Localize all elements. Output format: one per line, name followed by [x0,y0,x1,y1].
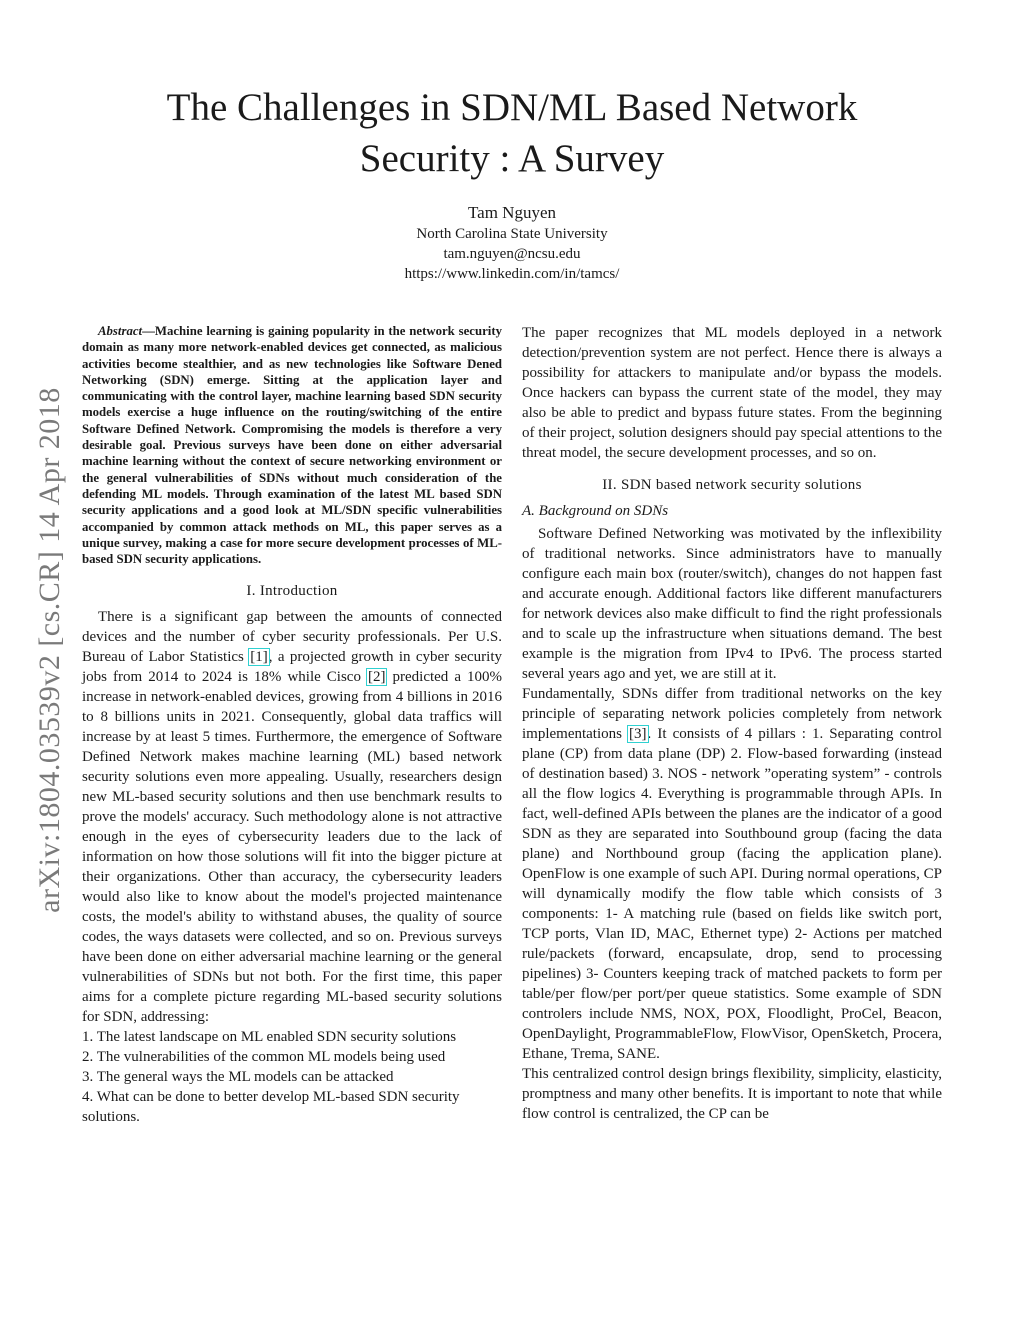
list-item: 1. The latest landscape on ML enabled SDN security solutions [82,1029,457,1046]
intro-text-a: There is a significant gap between the amounts of connected devices and the number of cyber security professionals. Per U.S. Bureau of Labor Statistics [82,609,502,666]
author-email: tam.nguyen@ncsu.edu [443,246,581,262]
citation-link-3[interactable]: [3] [629,726,647,742]
abstract [82,323,502,567]
title-line-2: Security : A Survey [359,137,665,180]
abstract-text: —Machine learning is gaining popularity in the network security domain as many more network-enabled devices get connected, as malicious activities become stealthier, and as new technologies like Software Dened Networking (SDN) emerge. Sitting at the application layer and communicating with the control layer, machine learning based SDN security models exercise a huge influence on the routing/switching of the entire Software Defined Network. Compromising the models is therefore a very desirable goal. Previous surveys have been done on either adversarial machine learning without the context of secure networking environment or the general vulnerabilities of SDNs without much consideration of the defending ML models. Through examination of the latest ML based SDN security applications and a good look at ML/SDN specific vulnerabilities accompanied by common attack methods on ML, this paper serves as a unique survey, making a case for more secure development processes of ML-based SDN security applications. [82,324,502,567]
intro-text-b: , a projected growth in cyber security jobs from 2014 to 2024 is 18% while Cisco [82,649,503,686]
intro-paragraph [82,607,502,1027]
background-paragraph-3: This centralized control design brings flexibility, simplicity, elasticity, promptness and many other benefits. It is important to note that while flow control is centralized, the CP can be [522,1066,942,1122]
author-block [0,202,1024,284]
section-heading-sdn: II. SDN based network security solutions [602,477,862,493]
background-text-b: . It consists of 4 pillars : 1. Separating control plane (CP) from data plane (DP) 2. Flow-based forwarding (instead of destination based) 3. NOS - network ”operating system” - controls all the flow logics 4. Everything is programmable through APIs. In fact, well-defined APIs between the planes are the indicator of a good SDN as they are separated into Southbound group (facing the data plane) and Northbound group (facing the application plane). OpenFlow is one example of such API. During normal operations, CP will dynamically modify the flow table which consists of 3 components: 1- A matching rule (based on fields like switch port, TCP ports, Vlan ID, MAC, Ethernet type) 2- Actions per matched rule/packets (forward, encapsulate, drop, send to processing pipelines) 3- Counters keeping track of matched packets to form per table/per flow/per port/per queue statistics. Some example of SDN controlers include NMS, NOX, POX, Floodlight, ProCel, Beacon, OpenDaylight, ProgrammableFlow, FlowVisor, OpenSketch, Procera, Ethane, Trema, SANE. [522,726,942,1062]
list-item: 2. The vulnerabilities of the common ML models being used [82,1049,446,1066]
subsection-heading-background: A. Background on SDNs [522,503,669,519]
arxiv-identifier: arXiv:1804.03539v2 [cs.CR] 14 Apr 2018 [33,387,66,913]
section-heading-introduction: I. Introduction [246,583,338,600]
contribution-list [82,1027,502,1127]
author-affiliation: North Carolina State University [416,226,608,242]
list-item: 4. What can be done to better develop ML-based SDN security solutions. [82,1089,460,1126]
paper-title [0,82,1024,184]
list-item: 3. The general ways the ML models can be attacked [82,1069,394,1086]
citation-link-1[interactable]: [1] [250,649,268,666]
background-text-a: Fundamentally, SDNs differ from traditional networks on the key principle of separating network policies completely from network implementations [522,686,942,742]
background-paragraph-1: Software Defined Networking was motivated by the inflexibility of traditional networks. Since administrators have to manually configure each main box (router/switch), changes do not happen fast and accurate enough. Additional factors like different manufacturers for network devices also make difficult to find the right professionals and to scale up the infrastructure when situations demand. The best example is the migration from IPv4 to IPv6. The process started several years ago and yet, we are still at it. [522,526,942,682]
arxiv-sidebar [30,350,70,950]
left-column [82,323,502,1127]
intro-paragraph-2: The paper recognizes that ML models deployed in a network detection/prevention system are not perfect. Hence there is always a possibility for attackers to manipulate and/or bypass the models. Once hackers can bypass the current state of the model, they may also be able to predict and bypass future states. From the beginning of their project, solution designers should pay special attentions to the threat model, the secure development processes, and so on. [522,325,942,461]
author-url: https://www.linkedin.com/in/tamcs/ [404,266,620,282]
background-paragraph-2 [522,684,942,1064]
title-line-1: The Challenges in SDN/ML Based Network [166,86,858,129]
right-column [522,323,942,1124]
author-name: Tam Nguyen [467,203,557,222]
abstract-label: Abstract [98,324,143,338]
citation-link-2[interactable]: [2] [367,669,386,686]
intro-text-c: predicted a 100% increase in network-enabled devices, growing from 4 billions in 2016 to 8 billions units in 2021. Consequently, global data traffics will increase by at least 5 times. Furthermore, the emergence of Software Defined Network makes machine learning (ML) based network security solutions even more appealing. Usually, researchers design new ML-based security solutions and then use benchmark results to prove the models' accuracy. Such methodology alone is not attractive enough in the eyes of cybersecurity leaders due to the lack of information on how those solutions will fit into the bigger picture at their organizations. Other than accuracy, the cybersecurity leaders would also like to know about the model's projected maintenance costs, the model's ability to withstand abuses, the quality of source codes, the ways datasets were collected, and so on. Previous surveys have been done on either adversarial machine learning or the general vulnerabilities of SDNs but not both. For the first time, this paper aims for a complete picture regarding ML-based security solutions for SDN, addressing: [82,669,502,1026]
